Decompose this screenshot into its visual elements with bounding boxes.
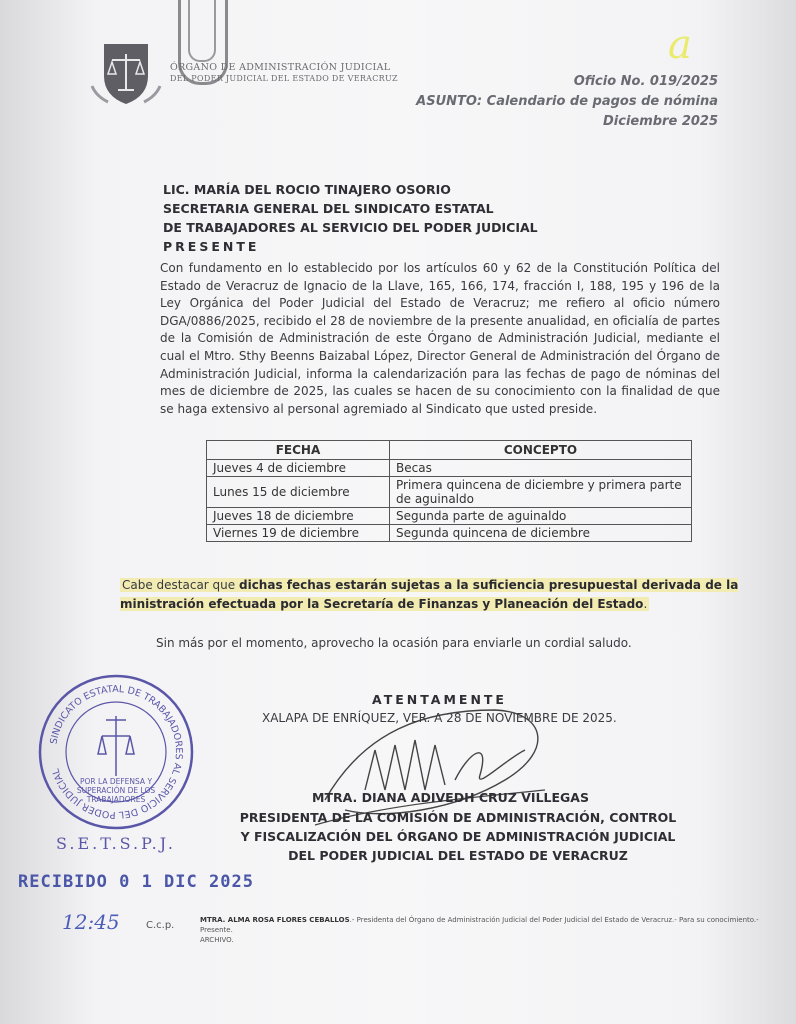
org-line-1: ÓRGANO DE ADMINISTRACIÓN JUDICIAL	[170, 62, 391, 73]
note-bold: dichas fechas estarán sujetas a la suficiencia presupuestal derivada de la ministración efectuada por la Secretaría de Finanzas y Planeación del Estado	[120, 578, 739, 611]
org-line-2: DEL PODER JUDICIAL DEL ESTADO DE VERACRUZ	[170, 74, 398, 83]
addressee-block	[163, 180, 538, 256]
received-stamp: RECIBIDO 0 1 DIC 2025	[18, 872, 254, 892]
concepto-cell: Segunda quincena de diciembre	[390, 525, 692, 542]
note-lead: Cabe destacar que	[122, 578, 239, 592]
ccp-name: MTRA. ALMA ROSA FLORES CEBALLOS	[200, 916, 350, 924]
concepto-cell: Primera quincena de diciembre y primera parte de aguinaldo	[390, 477, 692, 508]
asunto-period: Diciembre 2025	[602, 114, 718, 129]
concepto-cell: Becas	[390, 460, 692, 477]
addressee-name: LIC. MARÍA DEL ROCIO TINAJERO OSORIO	[163, 182, 451, 197]
highlighted-note	[120, 578, 738, 611]
presente: PRESENTE	[163, 239, 260, 254]
note-end: .	[643, 597, 648, 611]
addressee-title-2: DE TRABAJADORES AL SERVICIO DEL PODER JUDICIAL	[163, 220, 538, 235]
ccp-block	[200, 915, 760, 945]
asunto: ASUNTO: Calendario de pagos de nómina	[416, 94, 718, 109]
payment-calendar-table	[206, 440, 692, 542]
signer-title	[228, 808, 688, 865]
concepto-cell: Segunda parte de aguinaldo	[390, 508, 692, 525]
closing-line: Sin más por el momento, aprovecho la ocasión para enviarle un cordial saludo.	[156, 636, 632, 650]
fecha-cell: Jueves 18 de diciembre	[207, 508, 390, 525]
signer-title-2: Y FISCALIZACIÓN DEL ÓRGANO DE ADMINISTRACIÓN JUDICIAL	[240, 829, 676, 844]
handwritten-mark: a	[668, 22, 692, 68]
received-time: 12:45	[62, 910, 120, 934]
signer-title-3: DEL PODER JUDICIAL DEL ESTADO DE VERACRUZ	[288, 848, 628, 863]
scales-of-justice-logo	[82, 36, 170, 108]
body-paragraph: Con fundamento en lo establecido por los artículos 60 y 62 de la Constitución Política del Estado de Veracruz de Ignacio de la Llave, 165, 166, 174, fracción I, 188, 195 y 196 de la Ley Orgánica del Poder Judicial del Estado de Veracruz; me refiero al oficio número DGA/0886/2025, recibido el 28 de noviembre de la presente anualidad, en oficialía de partes de la Comisión de Administración de este Órgano de Administración Judicial, mediante el cual el Mtro. Sthy Beenns Baizabal López, Director General de Administración del Órgano de Administración Judicial, informa la calendarización para las fechas de pago de nóminas del mes de diciembre de 2025, las cuales se hacen de su conocimiento con la finalidad de que se haga extensivo al personal agremiado al Sindicato que usted preside.	[160, 261, 720, 416]
fecha-cell: Viernes 19 de diciembre	[207, 525, 390, 542]
budget-note	[120, 576, 750, 614]
seal-ring-text: SINDICATO ESTATAL DE TRABAJADORES AL SERVICIO DEL PODER JUDICIAL	[48, 683, 185, 821]
signer-title-1: PRESIDENTA DE LA COMISIÓN DE ADMINISTRACIÓN, CONTROL	[239, 810, 677, 825]
fecha-cell: Jueves 4 de diciembre	[207, 460, 390, 477]
place-date: XALAPA DE ENRÍQUEZ, VER. A 28 DE NOVIEMBRE DE 2025.	[262, 711, 617, 725]
table-row	[207, 477, 692, 508]
signer-name: MTRA. DIANA ADIVEDH CRUZ VILLEGAS	[312, 790, 589, 805]
union-acronym: S.E.T.S.P.J.	[56, 834, 176, 853]
ccp-text: .- Presidenta del Órgano de Administración Judicial del Poder Judicial del Estado de Veracruz.- Para su conocimiento.- Presente.	[200, 916, 759, 934]
table-row	[207, 460, 692, 477]
addressee-title-1: SECRETARIA GENERAL DEL SINDICATO ESTATAL	[163, 201, 494, 216]
table-row	[207, 525, 692, 542]
seal-inner-3: TRABAJADORES	[86, 795, 146, 804]
atentamente: ATENTAMENTE	[372, 692, 507, 707]
seal-inner-1: POR LA DEFENSA Y	[79, 777, 153, 786]
paper-clip-inner	[188, 0, 216, 62]
org-name	[170, 62, 398, 84]
fecha-cell: Lunes 15 de diciembre	[207, 477, 390, 508]
ccp-label: C.c.p.	[146, 920, 175, 931]
justice-figure-icon	[98, 716, 134, 776]
header-fecha: FECHA	[207, 441, 390, 460]
header-concepto: CONCEPTO	[390, 441, 692, 460]
table-header-row	[207, 441, 692, 460]
seal-inner-2: SUPERACIÓN DE LOS	[76, 786, 156, 795]
union-seal-stamp	[36, 672, 196, 832]
oficio-number: Oficio No. 019/2025	[573, 74, 718, 89]
reference-block	[416, 72, 718, 132]
ccp-archivo: ARCHIVO.	[200, 936, 234, 944]
table-row	[207, 508, 692, 525]
